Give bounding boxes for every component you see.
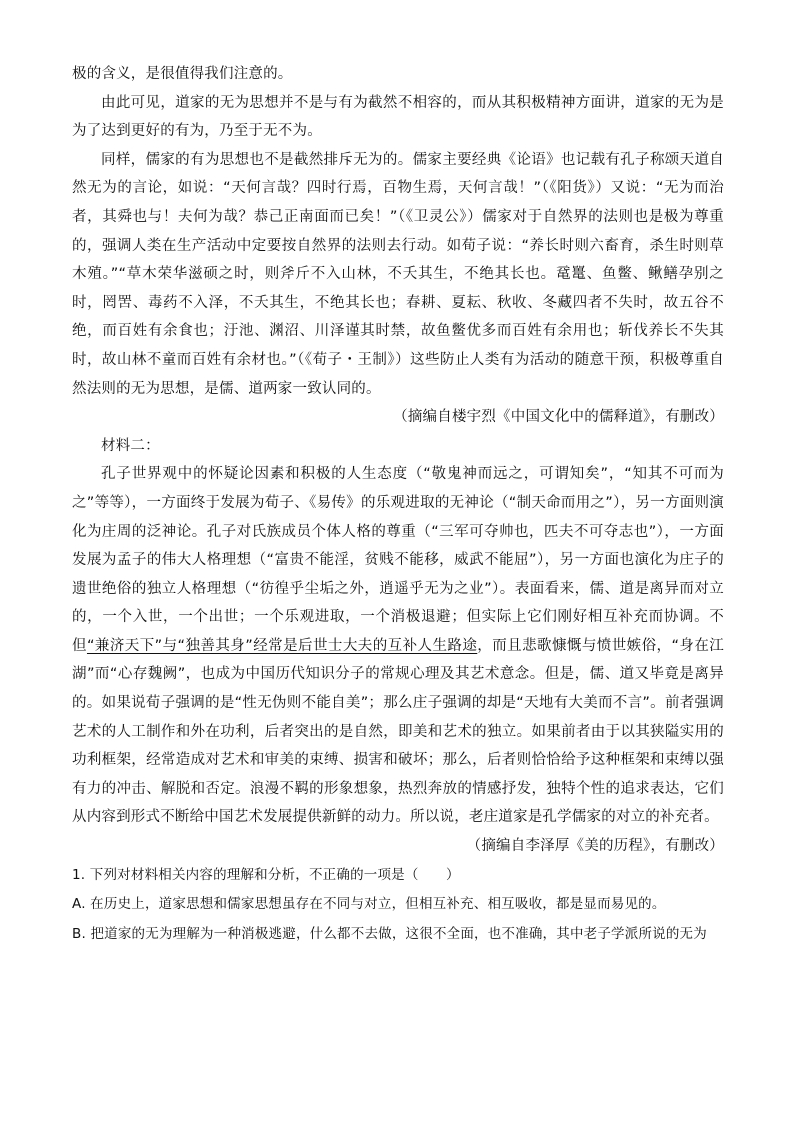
material2-paragraph [72, 460, 724, 832]
material1-source: （摘编自楼宇烈《中国文化中的儒释道》，有删改） [393, 409, 724, 426]
question-1-option-b: B. 把道家的无为理解为一种消极逃避，什么都不去做，这很不全面，也不准确，其中老子学派所说的无为 [72, 925, 707, 942]
material1-paragraph-2: 同样，儒家的有为思想也不是截然排斥无为的。儒家主要经典《论语》也记载有孔子称颂天道自然无为的言论，如说：“天何言哉？四时行焉，百物生焉，天何言哉！”（《阳货》）又说：“无为而治者，其舜也与！夫何为哉？恭己正南面而已矣！”（《卫灵公》）儒家对于自然界的法则也是极为尊重的，强调人类在生产活动中定要按自然界的法则去行动。如荀子说：“养长时则六畜育，杀生时则草木殖。”“草木荣华滋硕之时，则斧斤不入山林，不夭其生，不绝其长也。鼋鼍、鱼鳖、鳅鳝孕别之时，罔罟、毒药不入泽，不夭其生，不绝其长也；春耕、夏耘、秋收、冬藏四者不失时，故五谷不绝，而百姓有余食也；汙池、渊沼、川泽谨其时禁，故鱼鳖优多而百姓有余用也；斩伐养长不失其时，故山林不童而百姓有余材也。”（《荀子・王制》）这些防止人类有为活动的随意干预，积极尊重自然法则的无为思想，是儒、道两家一致认同的。 [72, 151, 724, 397]
material2-label: 材料二： [101, 437, 160, 454]
question-1-option-a: A. 在历史上，道家思想和儒家思想虽存在不同与对立，但相互补充、相互吸收，都是显而易见的。 [72, 896, 666, 913]
material2-text-before: 孔子世界观中的怀疑论因素和积极的人生态度（“敬鬼神而远之，可谓知矣”，“知其不可而为之”等等），一方面终于发展为荀子、《易传》的乐观进取的无神论（“制天命而用之”），另一方面则演化为庄周的泛神论。孔子对氏族成员个体人格的尊重（“三军可夺帅也，匹夫不可夺志也”），一方面发展为孟子的伟大人格理想（“富贵不能淫，贫贱不能移，威武不能屈”），另一方面也演化为庄子的遗世绝俗的独立人格理想（“彷徨乎尘垢之外，逍遥乎无为之业”）。表面看来，儒、道是离异而对立的，一个入世，一个出世；一个乐观进取，一个消极退避；但实际上它们刚好相互补充而协调。不但 [72, 466, 724, 654]
material1-paragraph-1: 由此可见，道家的无为思想并不是与有为截然不相容的，而从其积极精神方面讲，道家的无为是为了达到更好的有为，乃至于无不为。 [72, 94, 724, 140]
underlined-sentence: “兼济天下”与“独善其身”经常是后世士大夫的互补人生路途 [86, 637, 478, 654]
document-page [72, 60, 724, 949]
material2-text-after: ，而且悲歌慷慨与愤世嫉俗，“身在江湖”而“心存魏阙”，也成为中国历代知识分子的常规心理及其艺术意念。但是，儒、道又毕竟是离异的。如果说荀子强调的是“性无伪则不能自美”；那么庄子强调的却是“天地有大美而不言”。前者强调艺术的人工制作和外在功利，后者突出的是自然，即美和艺术的独立。如果前者由于以其狭隘实用的功利框架，经常造成对艺术和审美的束缚、损害和破坏；那么，后者则恰恰给予这种框架和束缚以强有力的冲击、解脱和否定。浪漫不羁的形象想象，热烈奔放的情感抒发，独特个性的追求表达，它们从内容到形式不断给中国艺术发展提供新鲜的动力。所以说，老庄道家是孔学儒家的对立的补充者。 [72, 637, 725, 826]
material2-source: （摘编自李泽厚《美的历程》，有删改） [466, 838, 724, 855]
material1-continuation: 极的含义，是很值得我们注意的。 [72, 66, 293, 82]
question-1-stem: 1. 下列对材料相关内容的理解和分析，不正确的一项是（ ） [72, 866, 460, 883]
